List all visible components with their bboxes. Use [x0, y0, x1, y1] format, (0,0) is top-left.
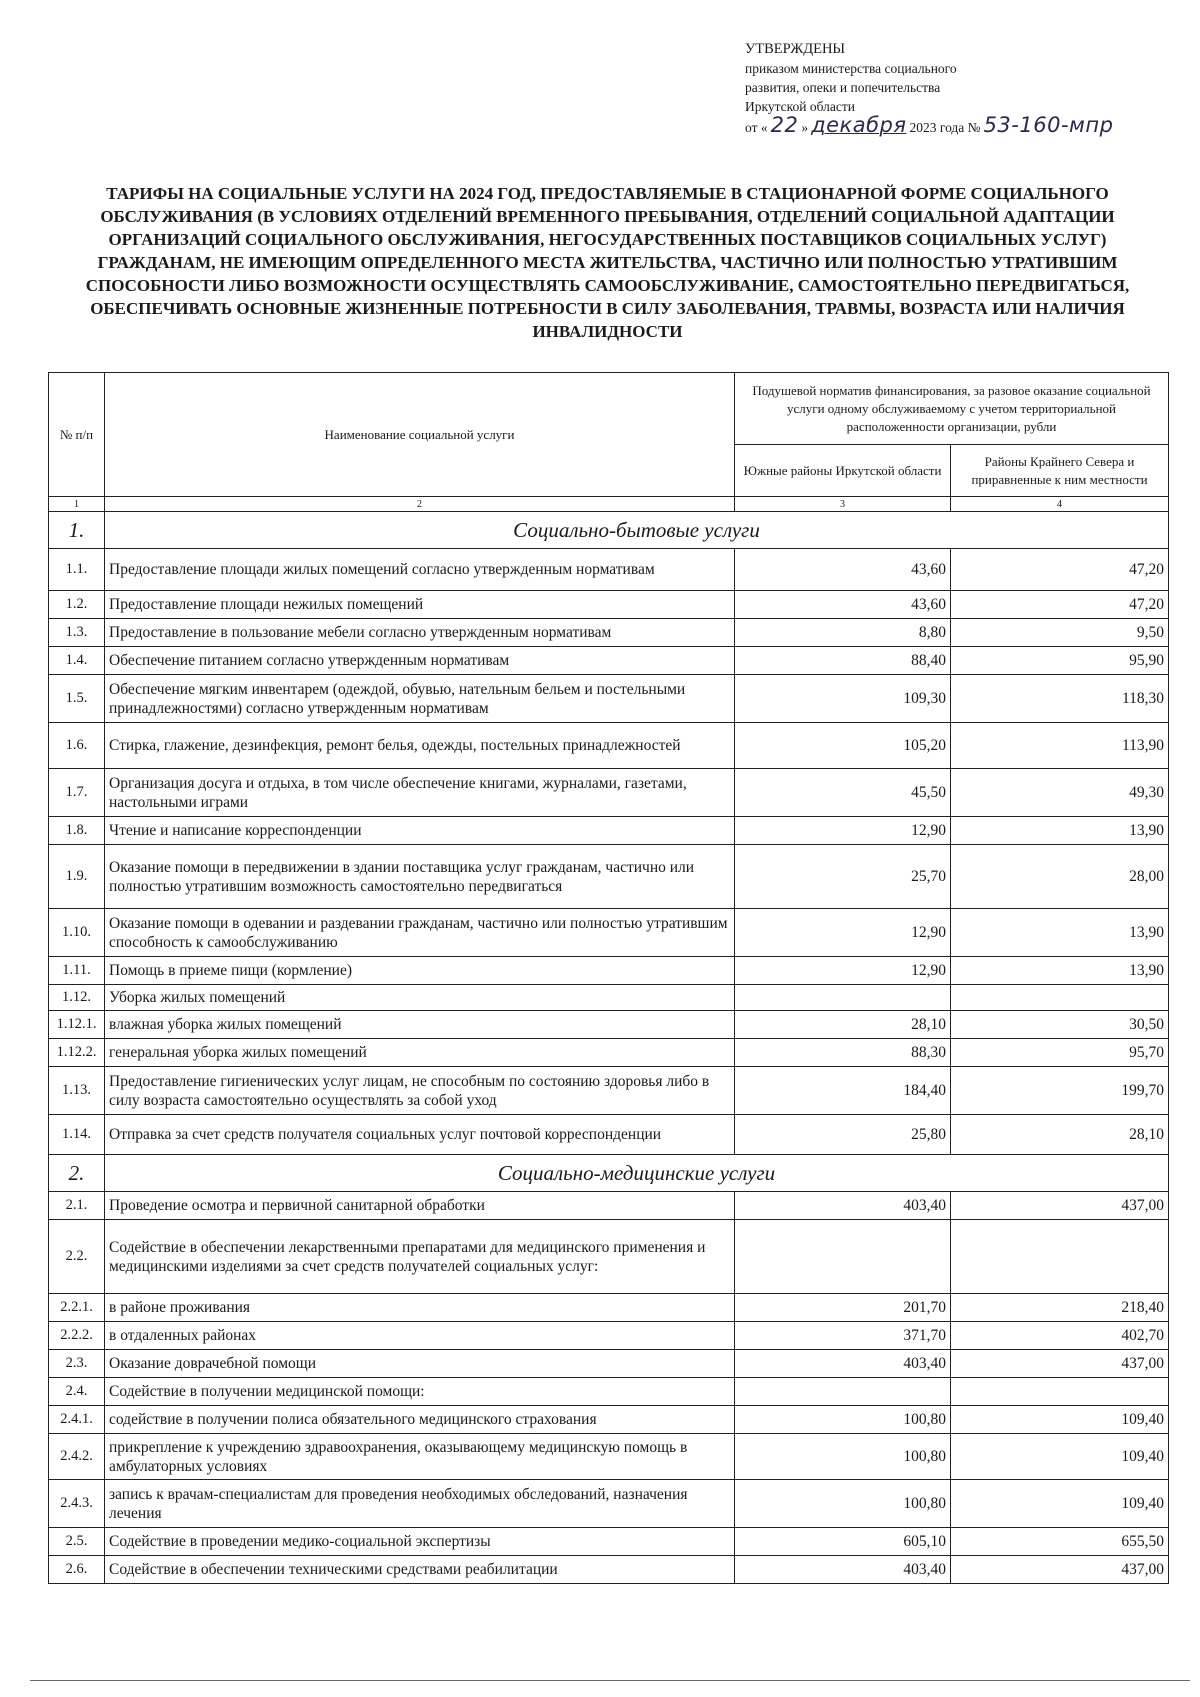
- service-number: 1.13.: [49, 1067, 105, 1115]
- tariff-south: 12,90: [735, 957, 951, 985]
- handwritten-order-number: 53-160-мпр: [983, 113, 1114, 137]
- tariff-south: 184,40: [735, 1067, 951, 1115]
- service-number: 2.2.1.: [49, 1294, 105, 1322]
- section-title: Социально-бытовые услуги: [105, 512, 1169, 549]
- column-number: 2: [105, 497, 735, 512]
- date-prefix: от «: [745, 120, 768, 135]
- date-year: 2023 года №: [909, 120, 981, 135]
- tariffs-table: [48, 372, 1169, 1584]
- tariff-north: 30,50: [951, 1011, 1169, 1039]
- service-name: Содействие в проведении медико-социальной экспертизы: [105, 1528, 735, 1556]
- date-mid: »: [801, 120, 809, 135]
- handwritten-month: декабря: [811, 113, 907, 137]
- table-row: [49, 1434, 1169, 1480]
- header-name: Наименование социальной услуги: [105, 373, 735, 497]
- table-row: [49, 1039, 1169, 1067]
- section-row: [49, 512, 1169, 549]
- service-name: в отдаленных районах: [105, 1322, 735, 1350]
- service-number: 1.2.: [49, 591, 105, 619]
- table-row: [49, 1220, 1169, 1294]
- service-number: 1.11.: [49, 957, 105, 985]
- table-row: [49, 619, 1169, 647]
- tariff-south: 105,20: [735, 723, 951, 769]
- table-row: [49, 675, 1169, 723]
- tariff-north: [951, 985, 1169, 1011]
- table-row: [49, 1480, 1169, 1528]
- service-number: 2.1.: [49, 1192, 105, 1220]
- header-norm: Подушевой норматив финансирования, за разовое оказание социальной услуги одному обслуживаемому с учетом территориальной расположенности организации, рубли: [735, 373, 1169, 445]
- tariff-north: 28,10: [951, 1115, 1169, 1155]
- table-row: [49, 1322, 1169, 1350]
- service-name: Предоставление площади нежилых помещений: [105, 591, 735, 619]
- tariff-south: 100,80: [735, 1406, 951, 1434]
- tariff-south: 12,90: [735, 817, 951, 845]
- tariff-south: 100,80: [735, 1434, 951, 1480]
- page-bottom-rule: [30, 1680, 1190, 1681]
- service-name: Предоставление в пользование мебели согласно утвержденным нормативам: [105, 619, 735, 647]
- service-name: Обеспечение мягким инвентарем (одеждой, обувью, нательным бельем и постельными принадлежностями) согласно утвержденным нормативам: [105, 675, 735, 723]
- service-name: Организация досуга и отдыха, в том числе обеспечение книгами, журналами, газетами, настольными играми: [105, 769, 735, 817]
- table-row: [49, 1378, 1169, 1406]
- tariff-north: 118,30: [951, 675, 1169, 723]
- service-number: 1.10.: [49, 909, 105, 957]
- tariff-north: [951, 1220, 1169, 1294]
- service-name: Предоставление площади жилых помещений согласно утвержденным нормативам: [105, 549, 735, 591]
- header-no: № п/п: [49, 373, 105, 497]
- tariff-south: 28,10: [735, 1011, 951, 1039]
- service-number: 2.4.2.: [49, 1434, 105, 1480]
- approval-line: Иркутской области: [745, 99, 856, 114]
- table-row: [49, 817, 1169, 845]
- tariff-north: 95,70: [951, 1039, 1169, 1067]
- table-row: [49, 1528, 1169, 1556]
- service-number: 2.3.: [49, 1350, 105, 1378]
- section-title: Социально-медицинские услуги: [105, 1155, 1169, 1192]
- approval-line: развития, опеки и попечительства: [745, 80, 941, 95]
- tariff-north: 109,40: [951, 1480, 1169, 1528]
- tariff-north: 13,90: [951, 957, 1169, 985]
- service-number: 2.5.: [49, 1528, 105, 1556]
- tariff-south: [735, 985, 951, 1011]
- document-title: ТАРИФЫ НА СОЦИАЛЬНЫЕ УСЛУГИ НА 2024 ГОД, ПРЕДОСТАВЛЯЕМЫЕ В СТАЦИОНАРНОЙ ФОРМЕ СОЦИАЛЬНОГО ОБСЛУЖИВАНИЯ (В УСЛОВИЯХ ОТДЕЛЕНИЙ ВРЕМЕННОГО ПРЕБЫВАНИЯ, ОТДЕЛЕНИЙ СОЦИАЛЬНОЙ АДАПТАЦИИ ОРГАНИЗАЦИЙ СОЦИАЛЬНОГО ОБСЛУЖИВАНИЯ, НЕГОСУДАРСТВЕННЫХ ПОСТАВЩИКОВ СОЦИАЛЬНЫХ УСЛУГ) ГРАЖДАНАМ, НЕ ИМЕЮЩИМ ОПРЕДЕЛЕННОГО МЕСТА ЖИТЕЛЬСТВА, ЧАСТИЧНО ИЛИ ПОЛНОСТЬЮ УТРАТИВШИМ СПОСОБНОСТИ ЛИБО ВОЗМОЖНОСТИ ОСУЩЕСТВЛЯТЬ САМООБСЛУЖИВАНИЕ, САМОСТОЯТЕЛЬНО ПЕРЕДВИГАТЬСЯ, ОБЕСПЕЧИВАТЬ ОСНОВНЫЕ ЖИЗНЕННЫЕ ПОТРЕБНОСТИ В СИЛУ ЗАБОЛЕВАНИЯ, ТРАВМЫ, ВОЗРАСТА ИЛИ НАЛИЧИЯ ИНВАЛИДНОСТИ: [85, 184, 1130, 341]
- service-name: Проведение осмотра и первичной санитарной обработки: [105, 1192, 735, 1220]
- tariff-south: 43,60: [735, 549, 951, 591]
- tariff-south: 25,80: [735, 1115, 951, 1155]
- service-number: 2.4.1.: [49, 1406, 105, 1434]
- tariff-north: 13,90: [951, 817, 1169, 845]
- table-row: [49, 723, 1169, 769]
- tariff-north: 47,20: [951, 591, 1169, 619]
- service-name: прикрепление к учреждению здравоохранения, оказывающему медицинскую помощь в амбулаторных условиях: [105, 1434, 735, 1480]
- service-name: Чтение и написание корреспонденции: [105, 817, 735, 845]
- table-row: [49, 1294, 1169, 1322]
- tariff-south: 88,40: [735, 647, 951, 675]
- service-number: 2.4.: [49, 1378, 105, 1406]
- tariff-north: 109,40: [951, 1406, 1169, 1434]
- table-row: [49, 549, 1169, 591]
- service-number: 1.6.: [49, 723, 105, 769]
- table-row: [49, 769, 1169, 817]
- table-row: [49, 647, 1169, 675]
- service-name: влажная уборка жилых помещений: [105, 1011, 735, 1039]
- service-number: 1.8.: [49, 817, 105, 845]
- service-name: Содействие в обеспечении техническими средствами реабилитации: [105, 1556, 735, 1584]
- section-number: 2.: [49, 1155, 105, 1192]
- service-name: в районе проживания: [105, 1294, 735, 1322]
- table-row: [49, 1011, 1169, 1039]
- approval-date-line: [745, 113, 1165, 137]
- tariff-north: 47,20: [951, 549, 1169, 591]
- service-name: генеральная уборка жилых помещений: [105, 1039, 735, 1067]
- service-name: Оказание помощи в одевании и раздевании гражданам, частично или полностью утратившим способность к самообслуживанию: [105, 909, 735, 957]
- service-number: 1.1.: [49, 549, 105, 591]
- service-number: 1.7.: [49, 769, 105, 817]
- service-number: 1.5.: [49, 675, 105, 723]
- tariff-south: 403,40: [735, 1350, 951, 1378]
- table-row: [49, 1556, 1169, 1584]
- service-number: 1.9.: [49, 845, 105, 909]
- approval-block: [745, 40, 1165, 137]
- section-number: 1.: [49, 512, 105, 549]
- service-name: содействие в получении полиса обязательного медицинского страхования: [105, 1406, 735, 1434]
- table-row: [49, 1192, 1169, 1220]
- tariff-south: 403,40: [735, 1556, 951, 1584]
- service-name: Содействие в обеспечении лекарственными препаратами для медицинского применения и медицинскими изделиями за счет средств получателей социальных услуг:: [105, 1220, 735, 1294]
- tariff-north: 199,70: [951, 1067, 1169, 1115]
- service-number: 1.3.: [49, 619, 105, 647]
- section-row: [49, 1155, 1169, 1192]
- tariff-south: 43,60: [735, 591, 951, 619]
- service-name: Отправка за счет средств получателя социальных услуг почтовой корреспонденции: [105, 1115, 735, 1155]
- approval-line: приказом министерства социального: [745, 61, 957, 76]
- header-south: Южные районы Иркутской области: [735, 445, 951, 497]
- tariff-south: 12,90: [735, 909, 951, 957]
- tariff-south: 109,30: [735, 675, 951, 723]
- service-name: Помощь в приеме пищи (кормление): [105, 957, 735, 985]
- tariff-north: 437,00: [951, 1192, 1169, 1220]
- tariff-north: 28,00: [951, 845, 1169, 909]
- tariff-south: 45,50: [735, 769, 951, 817]
- table-row: [49, 1115, 1169, 1155]
- handwritten-day: 22: [770, 113, 799, 137]
- table-row: [49, 845, 1169, 909]
- column-number: 4: [951, 497, 1169, 512]
- tariff-north: 655,50: [951, 1528, 1169, 1556]
- table-row: [49, 591, 1169, 619]
- tariff-south: 201,70: [735, 1294, 951, 1322]
- table-row: [49, 985, 1169, 1011]
- service-number: 1.4.: [49, 647, 105, 675]
- table-row: [49, 909, 1169, 957]
- tariff-north: 437,00: [951, 1556, 1169, 1584]
- header-north: Районы Крайнего Севера и приравненные к ним местности: [951, 445, 1169, 497]
- service-number: 2.4.3.: [49, 1480, 105, 1528]
- service-name: запись к врачам-специалистам для проведения необходимых обследований, назначения лечения: [105, 1480, 735, 1528]
- column-number: 1: [49, 497, 105, 512]
- service-number: 1.14.: [49, 1115, 105, 1155]
- tariff-south: 88,30: [735, 1039, 951, 1067]
- service-name: Уборка жилых помещений: [105, 985, 735, 1011]
- tariff-north: 437,00: [951, 1350, 1169, 1378]
- table-row: [49, 1406, 1169, 1434]
- service-name: Оказание помощи в передвижении в здании поставщика услуг гражданам, частично или полностью утратившим возможность самостоятельно передвигаться: [105, 845, 735, 909]
- tariff-south: 605,10: [735, 1528, 951, 1556]
- approval-heading: УТВЕРЖДЕНЫ: [745, 41, 846, 57]
- service-name: Стирка, глажение, дезинфекция, ремонт белья, одежды, постельных принадлежностей: [105, 723, 735, 769]
- column-number: 3: [735, 497, 951, 512]
- service-number: 1.12.1.: [49, 1011, 105, 1039]
- service-name: Оказание доврачебной помощи: [105, 1350, 735, 1378]
- service-name: Обеспечение питанием согласно утвержденным нормативам: [105, 647, 735, 675]
- tariff-north: 218,40: [951, 1294, 1169, 1322]
- table-row: [49, 957, 1169, 985]
- tariff-south: 8,80: [735, 619, 951, 647]
- tariff-north: 402,70: [951, 1322, 1169, 1350]
- tariff-north: 95,90: [951, 647, 1169, 675]
- tariff-north: 49,30: [951, 769, 1169, 817]
- table-row: [49, 1350, 1169, 1378]
- service-number: 1.12.2.: [49, 1039, 105, 1067]
- service-number: 1.12.: [49, 985, 105, 1011]
- service-number: 2.6.: [49, 1556, 105, 1584]
- tariff-south: [735, 1220, 951, 1294]
- tariff-south: 403,40: [735, 1192, 951, 1220]
- service-number: 2.2.2.: [49, 1322, 105, 1350]
- tariff-north: 109,40: [951, 1434, 1169, 1480]
- tariff-south: 100,80: [735, 1480, 951, 1528]
- service-number: 2.2.: [49, 1220, 105, 1294]
- service-name: Содействие в получении медицинской помощи:: [105, 1378, 735, 1406]
- tariff-north: [951, 1378, 1169, 1406]
- table-row: [49, 1067, 1169, 1115]
- service-name: Предоставление гигиенических услуг лицам, не способным по состоянию здоровья либо в силу возраста самостоятельно осуществлять за собой уход: [105, 1067, 735, 1115]
- tariff-south: 371,70: [735, 1322, 951, 1350]
- tariff-south: 25,70: [735, 845, 951, 909]
- tariff-north: 113,90: [951, 723, 1169, 769]
- tariff-north: 9,50: [951, 619, 1169, 647]
- tariff-south: [735, 1378, 951, 1406]
- table-body: [49, 512, 1169, 1584]
- tariff-north: 13,90: [951, 909, 1169, 957]
